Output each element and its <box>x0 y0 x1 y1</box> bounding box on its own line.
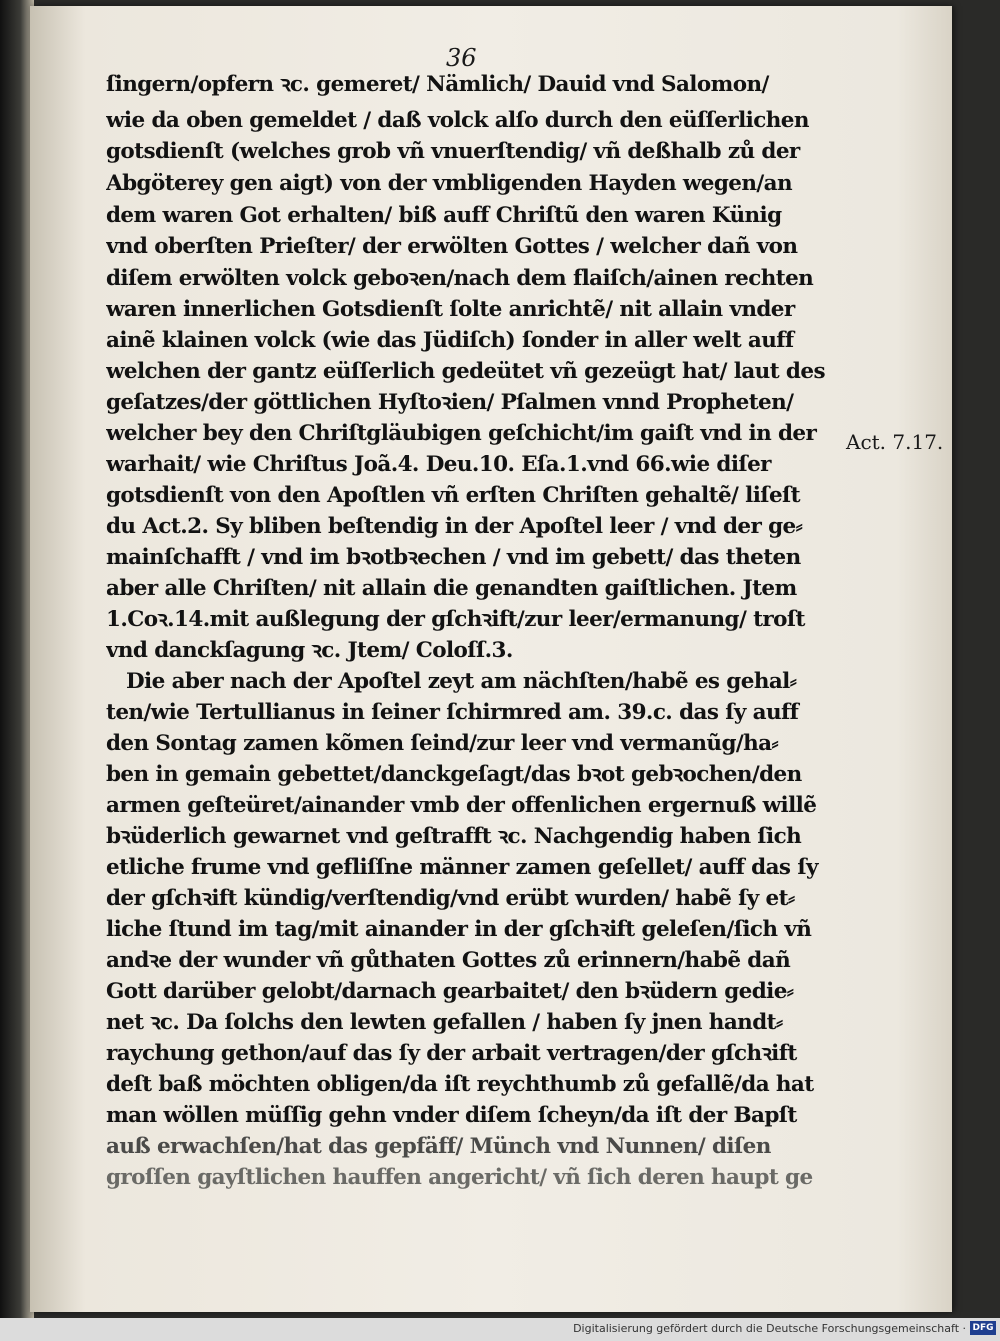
book-binding-edge <box>0 0 34 1318</box>
text-line: andꝛe der wunder vñ gůthaten Gottes zů erinnern/habẽ dañ <box>106 948 791 973</box>
text-line: ſingern/opfern ꝛc. gemeret/ Nämlich/ Dauid vnd Salomon/ <box>106 72 769 97</box>
text-line: auß erwachſen/hat das gepfäff/ Münch vnd Nunnen/ diſen <box>106 1134 771 1159</box>
text-line: den Sontag zamen kõmen ſeind/zur leer vnd vermanũg/ha⸗ <box>106 731 779 756</box>
text-line: aber alle Chriſten/ nit allain die genandten gaiſtlichen. Jtem <box>106 576 797 601</box>
text-line: Gott darüber gelobt/darnach gearbaitet/ den bꝛüdern gedie⸗ <box>106 979 794 1004</box>
text-line: ben in gemain gebettet/danckgeſagt/das bꝛot gebꝛochen/den <box>106 762 802 787</box>
text-line: Die aber nach der Apoſtel zeyt am nächſten/habẽ es gehal⸗ <box>126 669 797 694</box>
text-line: diſem erwölten volck geboꝛen/nach dem flaiſch/ainen rechten <box>106 266 814 291</box>
dfg-logo: DFG <box>970 1321 996 1335</box>
text-line: etliche frume vnd gefliſſne männer zamen geſellet/ auff das ſy <box>106 855 818 880</box>
text-line: deſt baß möchten obligen/da iſt reychthumb zů gefallẽ/da hat <box>106 1072 814 1097</box>
text-line: gotsdienſt (welches grob vñ vnuerſtendig/ vñ deßhalb zů der <box>106 139 800 164</box>
text-line: du Act.2. Sy bliben beſtendig in der Apoſtel leer / vnd der ge⸗ <box>106 514 803 539</box>
text-line: armen geſteüret/ainander vmb der offenlichen ergernuß willẽ <box>106 793 817 818</box>
text-line: liche ſtund im tag/mit ainander in der gſchꝛift geleſen/ſich vñ <box>106 917 812 942</box>
text-line: man wöllen müſſig gehn vnder diſem ſcheyn/da iſt der Bapſt <box>106 1103 797 1128</box>
page-number: 36 <box>446 44 477 72</box>
text-line: groſſen gayſtlichen hauffen angericht/ vñ ſich deren haupt ge <box>106 1165 813 1190</box>
text-line: mainſchafft / vnd im bꝛotbꝛechen / vnd im gebett/ das theten <box>106 545 801 570</box>
text-line: dem waren Got erhalten/ biß auff Chriſtũ den waren Künig <box>106 203 782 228</box>
text-line: der gſchꝛift kündig/verſtendig/vnd erübt wurden/ habẽ ſy et⸗ <box>106 886 795 911</box>
text-line: Abgöterey gen aigt) von der vmbligenden Hayden wegen/an <box>106 171 793 196</box>
text-line: geſatzes/der göttlichen Hyſtoꝛien/ Pſalmen vnnd Propheten/ <box>106 390 794 415</box>
text-line: waren innerlichen Gotsdienſt ſolte anrichtẽ/ nit allain vnder <box>106 297 795 322</box>
text-line: warhait/ wie Chriſtus Joã.4. Deu.10. Eſa.1.vnd 66.wie diſer <box>106 452 771 477</box>
text-line: gotsdienſt von den Apoſtlen vñ erſten Chriſten gehaltẽ/ liſeſt <box>106 483 800 508</box>
text-line: welchen der gantz eüſſerlich gedeütet vñ gezeügt hat/ laut des <box>106 359 825 384</box>
text-line: vnd danckſagung ꝛc. Jtem/ Coloſſ.3. <box>106 638 513 663</box>
text-line: wie da oben gemeldet / daß volck alſo durch den eüſſerlichen <box>106 108 809 133</box>
text-line: welcher bey den Chriſtgläubigen geſchicht/im gaiſt vnd in der <box>106 421 817 446</box>
book-page <box>30 6 952 1312</box>
text-line: vnd oberſten Prieſter/ der erwölten Gottes / welcher dañ von <box>106 234 798 259</box>
text-line: net ꝛc. Da ſolchs den lewten gefallen / haben ſy jnen handt⸗ <box>106 1010 783 1035</box>
text-line: 1.Coꝛ.14.mit außlegung der gſchꝛift/zur leer/ermanung/ troſt <box>106 607 805 632</box>
funding-credit: Digitalisierung gefördert durch die Deutsche Forschungsgemeinschaft · <box>573 1322 966 1335</box>
margin-note: Act. 7.17. <box>846 430 944 454</box>
text-line: ten/wie Tertullianus in ſeiner ſchirmred am. 39.c. das ſy auff <box>106 700 799 725</box>
text-line: bꝛüderlich gewarnet vnd geſtrafft ꝛc. Nachgendig haben ſich <box>106 824 802 849</box>
text-line: raychung gethon/auf das ſy der arbait vertragen/der gſchꝛift <box>106 1041 797 1066</box>
text-line: ainẽ klainen volck (wie das Jüdiſch) ſonder in aller welt auff <box>106 328 794 353</box>
